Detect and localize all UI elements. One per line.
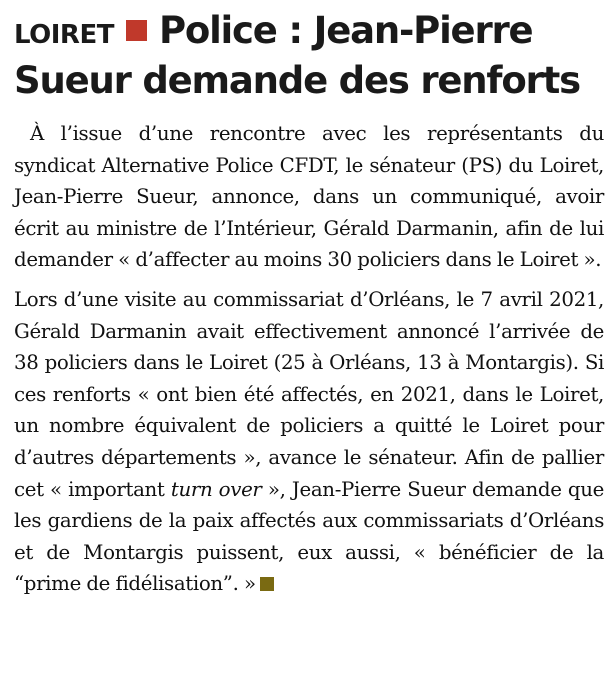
paragraph-2-part-1: Lors d’une visite au commissariat d’Orléans, le 7 avril 2021, Gérald Darmanin avait effectivement annoncé l’arrivée de 38 policiers dans le Loiret (25 à Orléans, 13 à Montargis). Si ces renforts « ont bien été affectés, en 2021, dans le Loiret, un nombre équivalent de policiers a quitté le Loiret pour d’autres départements », avance le sénateur. Afin de pallier cet « important [14,287,604,501]
paragraph-1: À l’issue d’une rencontre avec les représentants du syndicat Alternative Police CFDT, le sénateur (PS) du Loiret, Jean-Pierre Sueur, annonce, dans un communiqué, avoir écrit au ministre de l’Intérieur, Gérald Darmanin, afin de lui demander « d’affecter au moins 30 policiers dans le Loiret ». [14,122,604,272]
kicker-loiret: LOIRET [14,20,114,50]
paragraph-2-emphasis: turn over [170,477,262,501]
kicker-square-icon [126,20,147,41]
article [14,8,604,600]
end-mark-square-icon [260,577,274,591]
paragraph-2-part-2: », Jean-Pierre Sueur demande que les gardiens de la paix affectés aux commissariats d’Orléans et de Montargis puissent, eux aussi, « bénéficier de la “prime de fidélisation”. » [14,477,604,596]
paragraph-2 [14,284,604,600]
headline-title: Police : Jean-Pierre Sueur demande des renforts [14,9,580,102]
headline [14,8,604,104]
